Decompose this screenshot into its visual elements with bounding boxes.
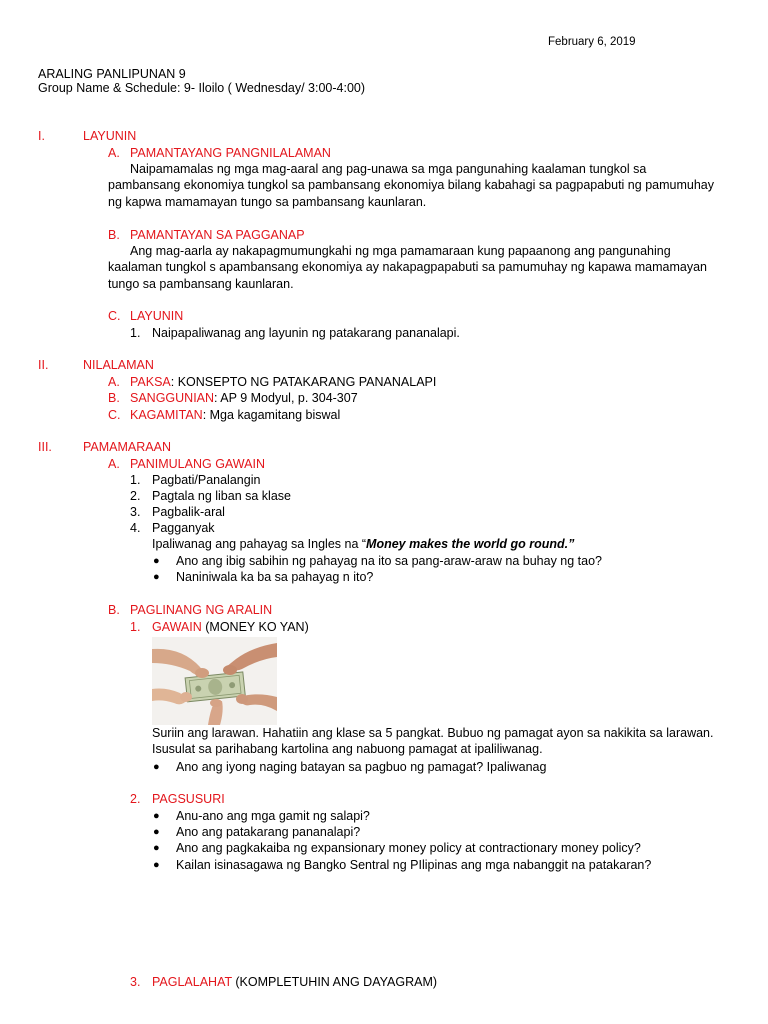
section-1a-line-1: Naipamamalas ng mga mag-aaral ang pag-unawa sa mga pangunahing kaalaman tungkol sa [130, 162, 647, 176]
paglalahat-label: PAGLALAHAT [152, 975, 232, 989]
section-2a-value: : KONSEPTO NG PATAKARANG PANANALAPI [170, 375, 437, 389]
pagsusuri-question-4: Kailan isinasagawa ng Bangko Sentral ng PIlipinas ang mga nabanggit na patakaran? [176, 858, 652, 872]
section-2c-value: : Mga kagamitang biswal [202, 408, 341, 422]
document-date: February 6, 2019 [548, 36, 636, 48]
section-2b-item [130, 391, 358, 405]
section-3a-item-3-number: 3. [130, 505, 141, 519]
section-3a-letter: A. [108, 457, 120, 471]
section-2-number: II. [38, 358, 49, 372]
bullet-icon: ● [153, 842, 160, 854]
section-3a-item-3: Pagbalik-aral [152, 505, 225, 519]
section-3a-item-4: Pagganyak [152, 521, 215, 535]
pagsusuri-question-1: Anu-ano ang mga gamit ng salapi? [176, 809, 370, 823]
gawain-question: Ano ang iyong naging batayan sa pagbuo ng pamagat? Ipaliwanag [176, 760, 547, 774]
section-3a-item-1: Pagbati/Panalangin [152, 473, 261, 487]
gawain-number: 1. [130, 620, 141, 634]
pagsusuri-question-3: Ano ang pagkakaiba ng expansionary money policy at contractionary money policy? [176, 841, 641, 855]
motivation-question-1: Ano ang ibig sabihin ng pahayag na ito sa pang-araw-araw na buhay ng tao? [176, 554, 603, 568]
section-1a-title: PAMANTAYANG PANGNILALAMAN [130, 146, 331, 160]
money-hands-photo [152, 637, 277, 725]
section-2-title: NILALAMAN [83, 358, 154, 372]
section-1c-letter: C. [108, 309, 121, 323]
pagsusuri-question-2: Ano ang patakarang pananalapi? [176, 825, 361, 839]
section-2b-letter: B. [108, 391, 120, 405]
bullet-icon: ● [153, 826, 160, 838]
section-1c-item-number: 1. [130, 326, 141, 340]
section-1-number: I. [38, 129, 45, 143]
section-2a-letter: A. [108, 375, 120, 389]
bullet-icon: ● [153, 555, 160, 567]
gawain-line-1: Suriin ang larawan. Hahatiin ang klase sa 5 pangkat. Bubuo ng pamagat ayon sa nakikita sa larawan. [152, 726, 714, 740]
motivation-prompt [152, 537, 574, 551]
bullet-icon: ● [153, 859, 160, 871]
section-2c-label: KAGAMITAN [130, 408, 203, 422]
paglalahat-number: 3. [130, 975, 141, 989]
pagsusuri-number: 2. [130, 792, 141, 806]
gawain-line-2: Isusulat sa parihabang kartolina ang nabuong pamagat at ipaliliwanag. [152, 742, 543, 756]
section-2a-label: PAKSA [130, 375, 171, 389]
section-1b-line-3: tungo sa pambansang kaunlaran. [108, 277, 294, 291]
section-2c-letter: C. [108, 408, 121, 422]
section-3a-item-2-number: 2. [130, 489, 141, 503]
paglalahat-suffix: (KOMPLETUHIN ANG DAYAGRAM) [231, 975, 438, 989]
section-1b-title: PAMANTAYAN SA PAGGANAP [130, 228, 305, 242]
section-3a-item-1-number: 1. [130, 473, 141, 487]
section-3a-item-4-number: 4. [130, 521, 141, 535]
section-1a-line-2: pambansang ekonomiya tungkol sa pambansang ekonomiya bilang kabahagi sa pagpapabuti ng pamumuhay [108, 178, 714, 192]
section-2b-value: : AP 9 Modyul, p. 304-307 [214, 391, 358, 405]
gawain-label: GAWAIN [152, 620, 202, 634]
section-1b-letter: B. [108, 228, 120, 242]
section-3b-letter: B. [108, 603, 120, 617]
section-1a-letter: A. [108, 146, 120, 160]
paglalahat-heading [152, 975, 437, 989]
bullet-icon: ● [153, 761, 160, 773]
bullet-icon: ● [153, 571, 160, 583]
section-3-title: PAMAMARAAN [83, 440, 171, 454]
gawain-heading [152, 620, 309, 634]
section-2b-label: SANGGUNIAN [130, 391, 215, 405]
section-3b-title: PAGLINANG NG ARALIN [130, 603, 273, 617]
pagsusuri-label: PAGSUSURI [152, 792, 225, 806]
bullet-icon: ● [153, 810, 160, 822]
section-3-number: III. [38, 440, 52, 454]
section-1a-line-3: ng kapwa mamamayan tungo sa pambansang kaunlaran. [108, 195, 427, 209]
motivation-prompt-prefix: Ipaliwanag ang pahayag sa Ingles na “ [152, 537, 367, 551]
motivation-question-2: Naniniwala ka ba sa pahayag n ito? [176, 570, 374, 584]
gawain-suffix: (MONEY KO YAN) [201, 620, 309, 634]
section-1c-title: LAYUNIN [130, 309, 184, 323]
section-1b-line-2: kaalaman tungkol s apambansang ekonomiya ay nakapagpapabuti sa pamumuhay ng kapawa mamamayan [108, 260, 707, 274]
section-3a-title: PANIMULANG GAWAIN [130, 457, 265, 471]
money-hands-icon [152, 637, 277, 725]
section-2a-item [130, 375, 436, 389]
motivation-quote: Money makes the world go round.” [366, 537, 575, 551]
section-2c-item [130, 408, 340, 422]
section-1-title: LAYUNIN [83, 129, 137, 143]
subject-title: ARALING PANLIPUNAN 9 [38, 67, 186, 81]
group-schedule: Group Name & Schedule: 9- Iloilo ( Wednesday/ 3:00-4:00) [38, 81, 366, 95]
section-1b-line-1: Ang mag-aarla ay nakapagmumungkahi ng mga pamamaraan kung papaanong ang pangunahing [130, 244, 671, 258]
section-3a-item-2: Pagtala ng liban sa klase [152, 489, 291, 503]
section-1c-item: Naipapaliwanag ang layunin ng patakarang pananalapi. [152, 326, 460, 340]
